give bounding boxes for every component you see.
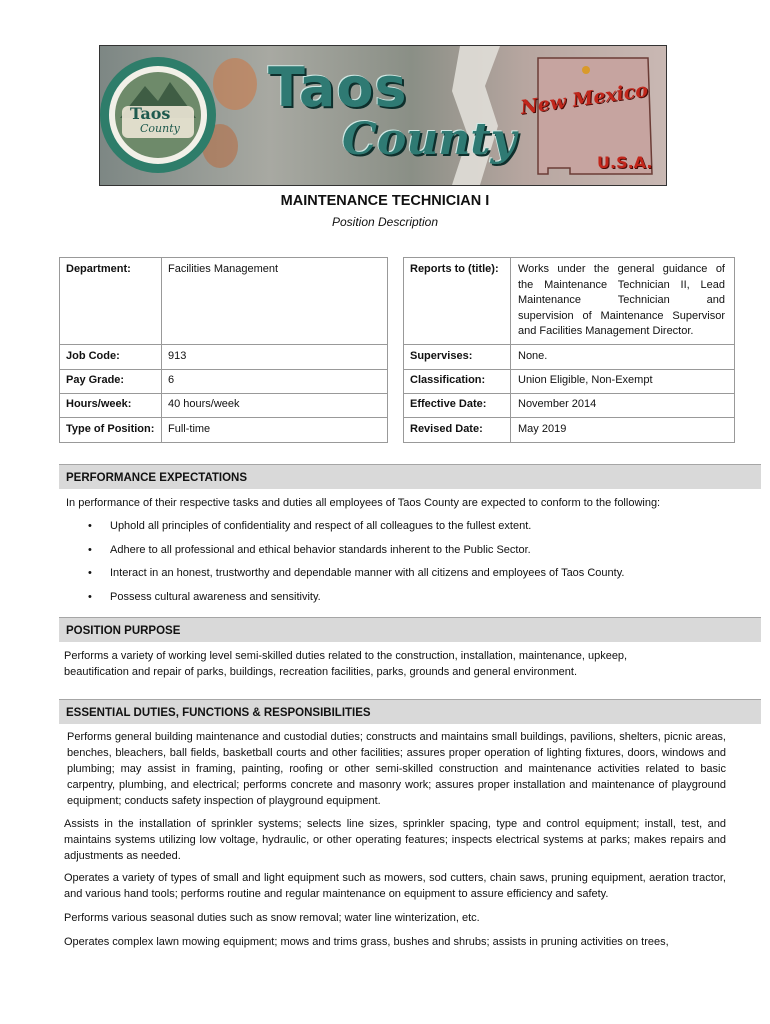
effective-date-label: Effective Date: xyxy=(410,398,487,410)
header-banner xyxy=(99,45,667,186)
taos-location-marker xyxy=(582,66,590,74)
bullet-marker: • xyxy=(88,520,92,532)
performance-bullet: Possess cultural awareness and sensitivity. xyxy=(110,591,321,603)
page-subtitle: Position Description xyxy=(331,215,439,229)
purpose-text: Performs a variety of working level semi-skilled duties related to the construction, installation, maintenance, upkeep, beautification and repair of parks, buildings, recreation facilities, parks, grounds and general environment. xyxy=(64,650,628,678)
supervises-label: Supervises: xyxy=(410,350,473,362)
duty-paragraph: Operates a variety of types of small and light equipment such as mowers, sod cutters, chain saws, pruning equipment, aeration tractor, and various hand tools; performs routine and regular maintenance on equipment to assure efficiency and safety. xyxy=(64,872,726,900)
classification-label: Classification: xyxy=(410,374,486,386)
brand-title-county: County xyxy=(342,114,517,165)
hours-value: 40 hours/week xyxy=(168,398,240,410)
department-value: Facilities Management xyxy=(168,263,279,275)
position-type-label: Type of Position: xyxy=(66,423,155,435)
seal-label-taos: Taos xyxy=(130,104,171,123)
revised-date-value: May 2019 xyxy=(518,423,567,435)
performance-bullet: Adhere to all professional and ethical behavior standards inherent to the Public Sector. xyxy=(110,544,531,556)
supervises-value: None. xyxy=(518,350,548,362)
performance-heading: PERFORMANCE EXPECTATIONS xyxy=(59,464,761,489)
performance-bullet: Interact in an honest, trustworthy and dependable manner with all citizens and employees of Taos County. xyxy=(110,567,625,579)
effective-date-value: November 2014 xyxy=(518,398,597,410)
balloon-shape xyxy=(213,58,257,110)
reports-to-label: Reports to (title): xyxy=(410,263,499,275)
duties-heading: ESSENTIAL DUTIES, FUNCTIONS & RESPONSIBILITIES xyxy=(59,699,761,724)
reports-to-value: Works under the general guidance of the Maintenance Technician II, Lead Maintenance Technician and supervision of Maintenance Supervisor and Facilities Management Director. xyxy=(518,263,725,337)
job-code-value: 913 xyxy=(168,350,187,362)
performance-intro: In performance of their respective tasks and duties all employees of Taos County are expected to conform to the following: xyxy=(66,497,661,509)
pay-grade-value: 6 xyxy=(168,374,175,386)
bullet-marker: • xyxy=(88,591,92,603)
bullet-marker: • xyxy=(88,544,92,556)
classification-value: Union Eligible, Non-Exempt xyxy=(518,374,653,386)
bullet-marker: • xyxy=(88,567,92,579)
revised-date-label: Revised Date: xyxy=(410,423,483,435)
duty-paragraph: Operates complex lawn mowing equipment; mows and trims grass, bushes and shrubs; assists in pruning activities on trees, xyxy=(64,936,669,948)
page-title: MAINTENANCE TECHNICIAN I xyxy=(280,193,490,209)
position-type-value: Full-time xyxy=(168,423,211,435)
duty-paragraph: Assists in the installation of sprinkler systems; selects line sizes, sprinkler spacing, type and control equipment; install, test, and maintains systems utilizing low voltage, hydraulic, or other operating features; inspects electrical systems at parks; makes repairs and adjustments as needed. xyxy=(64,818,726,862)
seal-label-county: County xyxy=(140,122,180,135)
performance-bullet: Uphold all principles of confidentiality and respect of all colleagues to the fullest extent. xyxy=(110,520,532,532)
country-label: U.S.A. xyxy=(597,153,653,172)
state-label: New Mexico xyxy=(519,79,650,119)
hours-label: Hours/week: xyxy=(66,398,132,410)
brand-title-taos: Taos xyxy=(268,56,408,119)
duty-paragraph: Performs various seasonal duties such as snow removal; water line winterization, etc. xyxy=(64,912,480,924)
purpose-heading: POSITION PURPOSE xyxy=(59,617,761,642)
duty-paragraph: Performs general building maintenance and custodial duties; constructs and maintains small buildings, pavilions, shelters, picnic areas, benches, bleachers, ball fields, basketball courts and other facilities; assures proper operation of lighting fixtures, doors, windows and plumbing; may assist in framing, painting, roofing or other semi-skilled construction and maintenance activities related to basic carpentry, plumbing, and electrical; performs concrete and masonry work; assures proper installation and maintenance of playground equipment; conducts safety inspection of playground equipment. xyxy=(67,731,726,807)
job-code-label: Job Code: xyxy=(66,350,120,362)
pay-grade-label: Pay Grade: xyxy=(66,374,125,386)
department-label: Department: xyxy=(66,263,131,275)
